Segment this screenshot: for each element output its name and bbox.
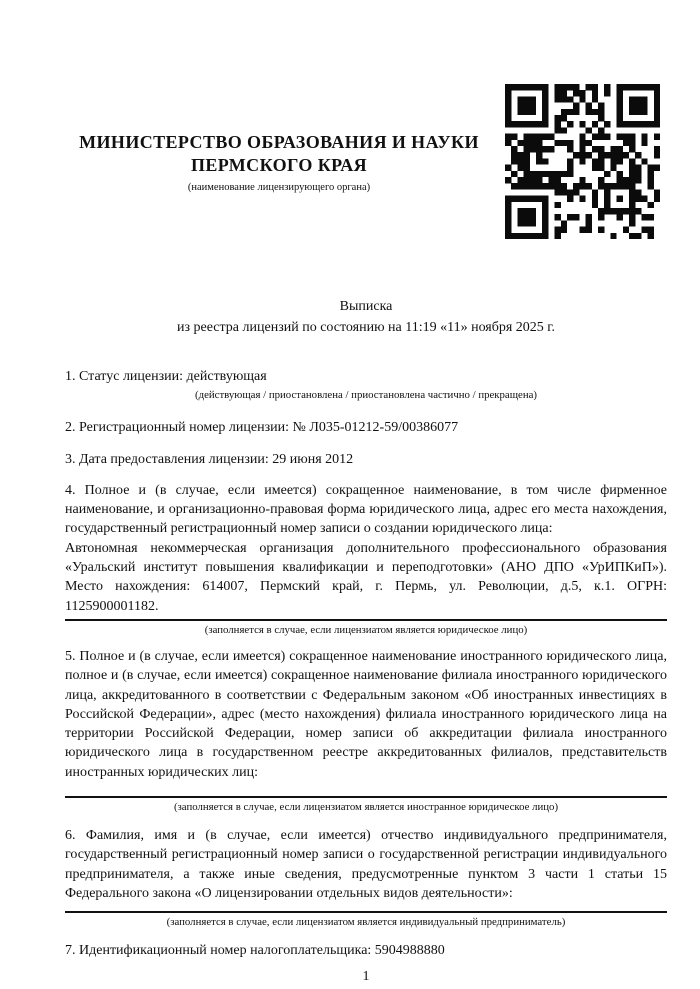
field-legal-entity-answer: Автономная некоммерческая организация дополнительного профессионального образования «Уральский институт повышения квалификации и переподготовки» (АНО ДПО «УрИПКиП»). Место нахождения: 614007, Пермский край, г. Пермь, ул. Революции, д.5, к.1. ОГРН: 1125900001182. [65,540,667,614]
field-entrepreneur-hint: (заполняется в случае, если лицензиатом является индивидуальный предприниматель) [166,916,566,929]
licensing-authority-block [65,131,493,193]
field-taxpayer-number: 7. Идентификационный номер налогоплательщика: 5904988880 [65,943,445,959]
divider-legal-entity [65,619,667,621]
document-title-line2: из реестра лицензий по состоянию на 11:19 «11» ноября 2025 г. [177,320,555,335]
field-legal-entity-question: 4. Полное и (в случае, если имеется) сокращенное наименование, в том числе фирменное наименование, и организационно-правовая форма юридического лица, адрес его места нахождения, государственный регистрационный номер записи о создании юридического лица: [65,482,667,537]
qr-code-icon [505,84,660,239]
document-header [65,84,667,238]
field-foreign-entity-hint: (заполняется в случае, если лицензиатом является иностранное юридическое лицо) [173,801,559,814]
ministry-caption: (наименование лицензирующего органа) [187,182,371,193]
document-title-line1: Выписка [339,299,393,314]
field-registration-number: 2. Регистрационный номер лицензии: № Л035-01212-59/00386077 [65,420,459,436]
field-grant-date: 3. Дата предоставления лицензии: 29 июня 2012 [65,451,354,467]
ministry-name-line2: ПЕРМСКОГО КРАЯ [190,155,368,175]
field-license-status-hint: (действующая / приостановлена / приостановлена частично / прекращена) [195,389,537,402]
document-title [65,296,667,338]
ministry-name-line1: МИНИСТЕРСТВО ОБРАЗОВАНИЯ И НАУКИ [79,132,479,152]
field-entrepreneur-question: 6. Фамилия, имя и (в случае, если имеется) отчество индивидуального предпринимателя, государственный регистрационный номер записи о государственной регистрации индивидуального предпринимателя, а также иные сведения, предусмотренные пунктом 3 части 1 статьи 15 Федерального закона «О лицензировании отдельных видов деятельности»: [65,828,667,901]
divider-entrepreneur [65,911,667,913]
page-number: 1 [362,968,370,984]
field-foreign-entity-question: 5. Полное и (в случае, если имеется) сокращенное наименование иностранного юридического лица, полное и (в случае, если имеется) сокращенное наименование филиала иностранного юридического лица, аккредитованного в соответствии с Федеральным законом «Об иностранных инвестициях в Российской Федерации», адрес (место нахождения) филиала иностранного юридического лица на территории Российской Федерации, номер записи об аккредитации филиала иностранного юридического лица в государственном реестре аккредитованных филиалов, представительств иностранных юридических лиц: [65,648,667,780]
ministry-name [65,131,493,177]
divider-foreign-entity [65,796,667,798]
field-legal-entity-hint: (заполняется в случае, если лицензиатом является юридическое лицо) [204,623,528,636]
field-license-status: 1. Статус лицензии: действующая [65,369,267,384]
